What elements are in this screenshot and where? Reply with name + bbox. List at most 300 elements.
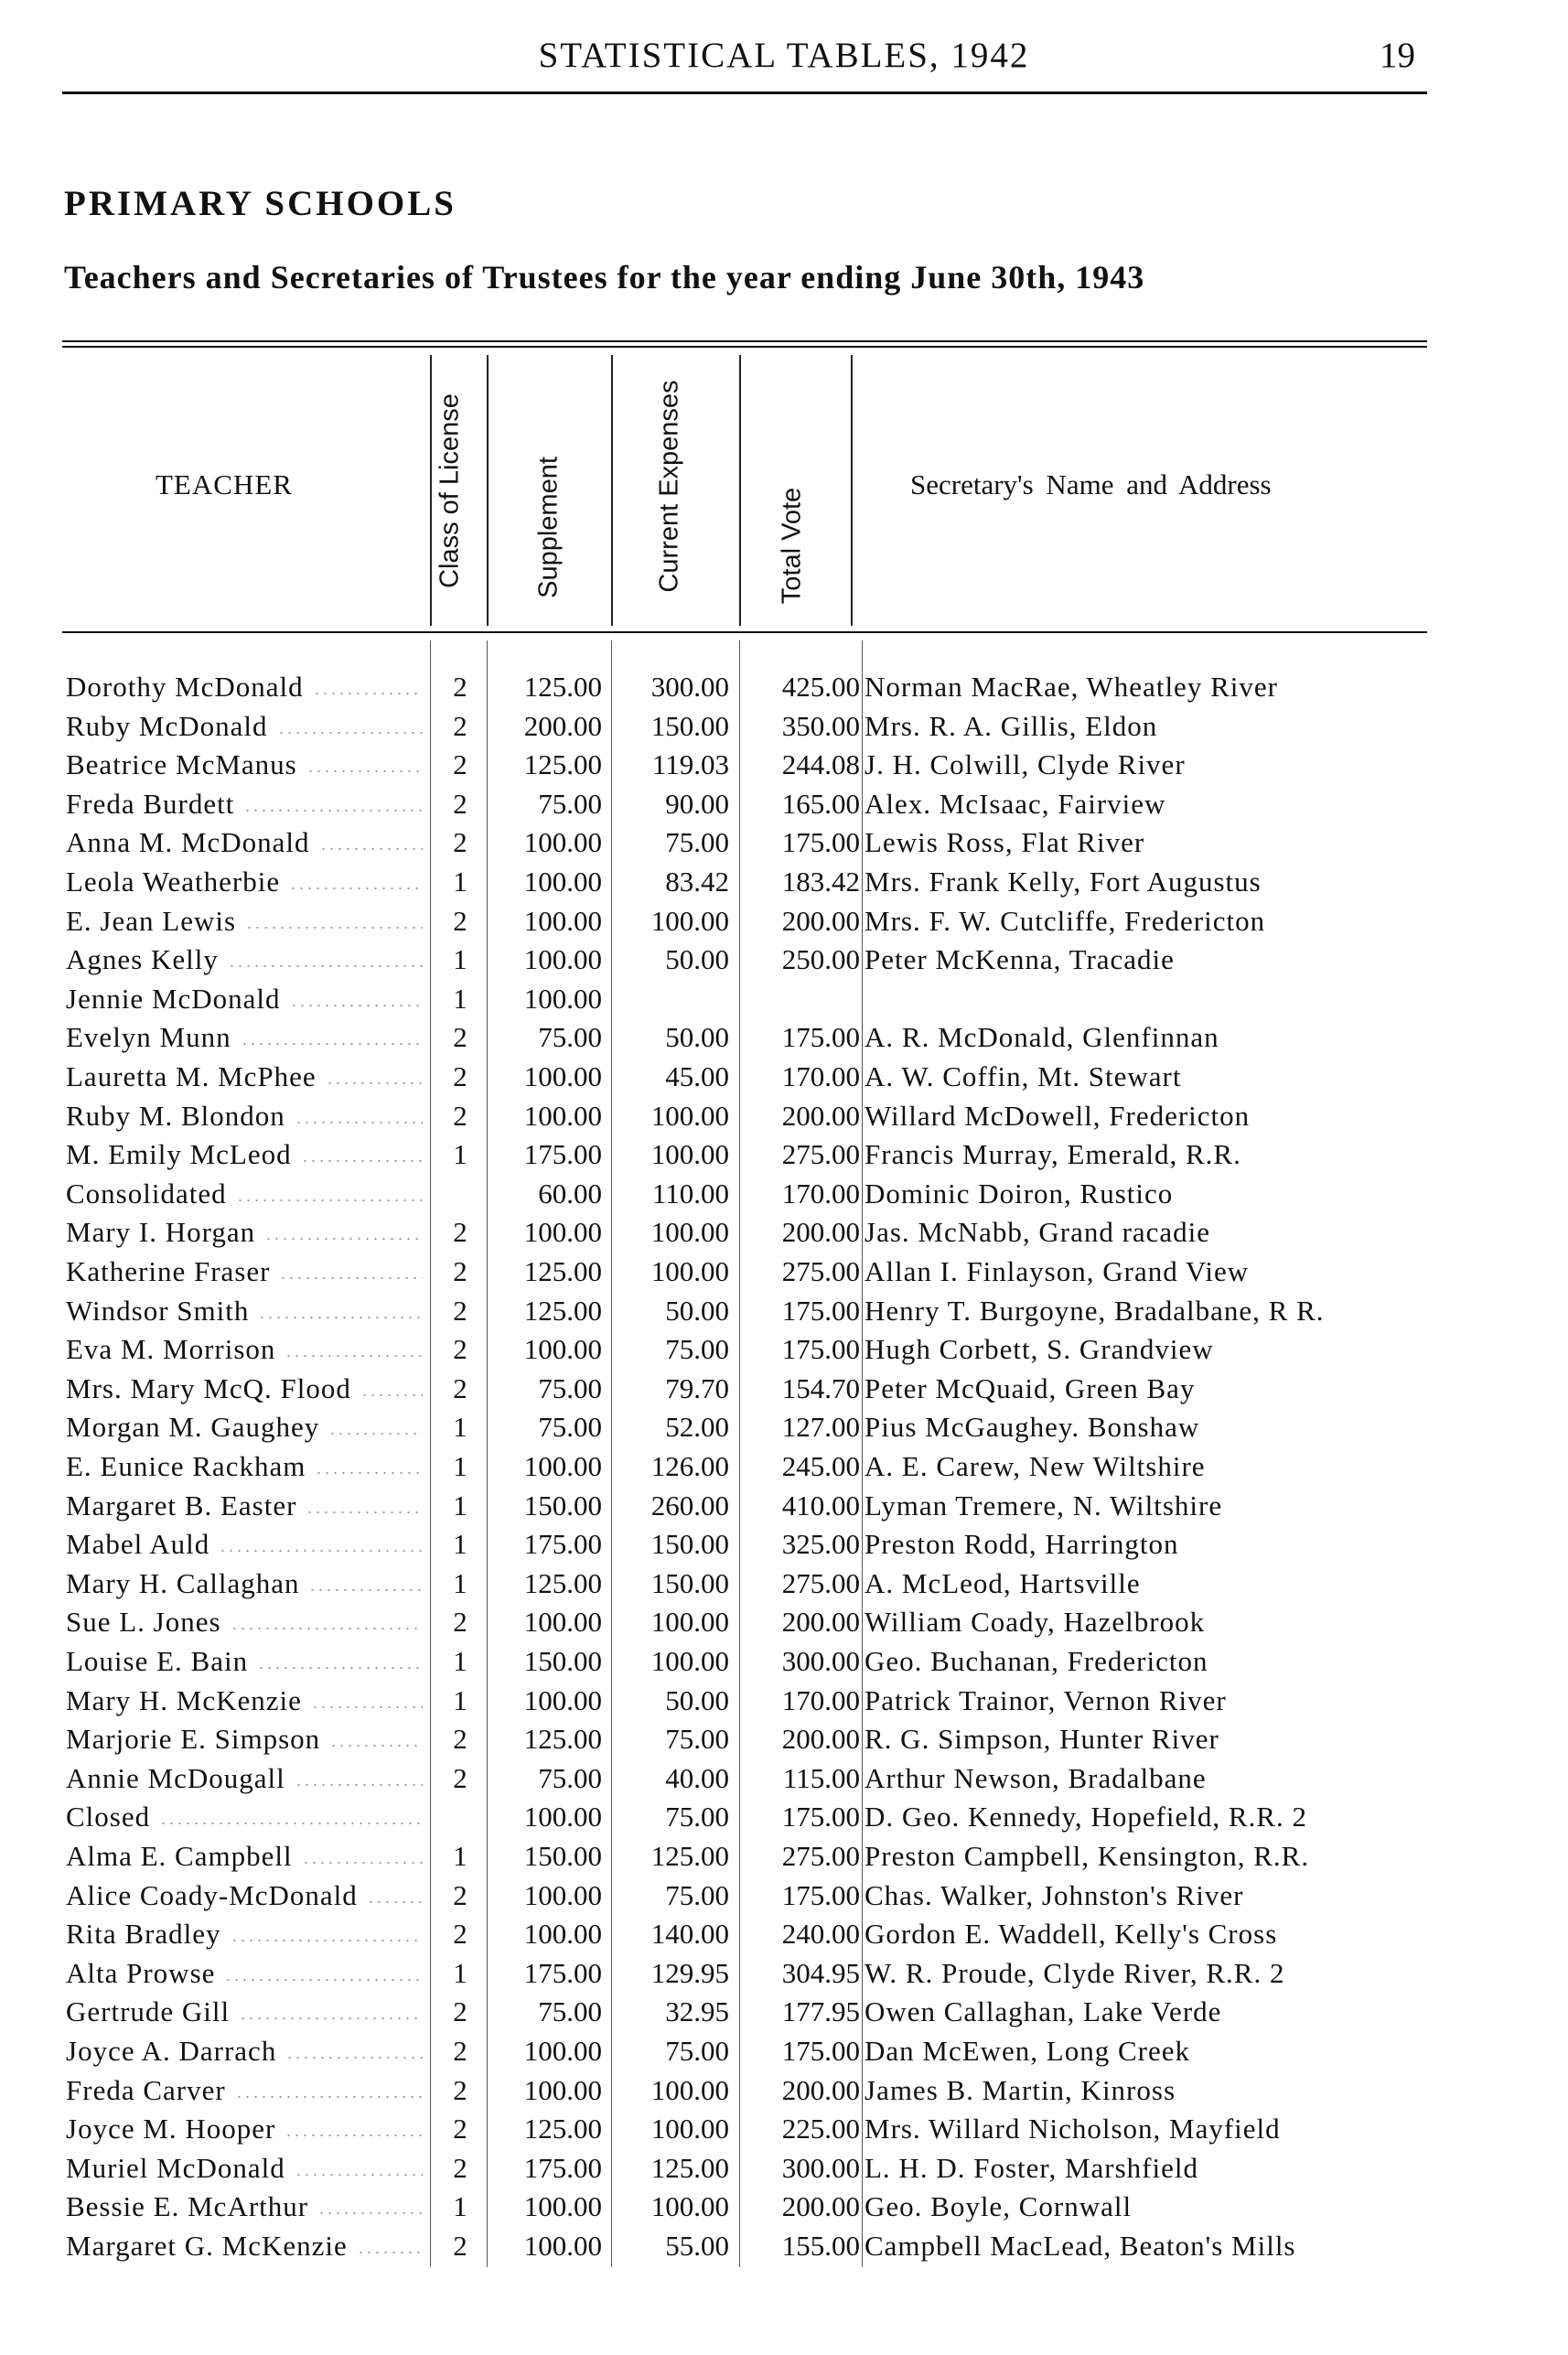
supplement-value: 125.00 (523, 1294, 602, 1327)
teacher-name: Louise E. Bain (66, 1645, 249, 1677)
total-vote-value: 175.00 (781, 1021, 860, 1054)
expenses-value: 100.00 (650, 2073, 729, 2106)
table-row (0, 1058, 1568, 1096)
license-class: 1 (453, 1450, 467, 1482)
expenses-value: 100.00 (650, 1099, 729, 1132)
expenses-value: 75.00 (665, 826, 729, 859)
total-vote-value: 300.00 (781, 1645, 860, 1677)
license-class: 1 (453, 2190, 467, 2223)
teacher-name: Annie McDougall (66, 1761, 285, 1794)
license-class: 2 (453, 1878, 467, 1911)
license-class: 1 (453, 866, 467, 898)
table-row (0, 1876, 1568, 1915)
table-row (0, 1097, 1568, 1135)
teacher-name: E. Eunice Rackham (66, 1450, 306, 1482)
leader-dots (326, 1082, 423, 1084)
expenses-value: 125.00 (650, 1840, 729, 1872)
leader-dots (315, 1472, 423, 1474)
secretary-name-address: R. G. Simpson, Hunter River (865, 1723, 1219, 1756)
license-class: 2 (453, 1371, 467, 1404)
secretary-name-address: Alex. McIsaac, Fairview (865, 787, 1166, 820)
total-vote-value: 225.00 (781, 2113, 860, 2145)
table-row (0, 2227, 1568, 2265)
supplement-value: 100.00 (523, 1878, 602, 1911)
teacher-name: Windsor Smith (66, 1294, 250, 1327)
total-vote-value: 175.00 (781, 1294, 860, 1327)
supplement-value: 100.00 (523, 1606, 602, 1639)
supplement-value: 100.00 (523, 1216, 602, 1249)
teacher-name: Margaret G. McKenzie (66, 2230, 348, 2262)
expenses-value: 50.00 (665, 1683, 729, 1716)
supplement-value: 100.00 (523, 2230, 602, 2262)
secretary-name-address: Patrick Trainor, Vernon River (865, 1683, 1227, 1716)
supplement-value: 75.00 (538, 1371, 602, 1404)
leader-dots (285, 2135, 423, 2136)
teacher-name: Mary I. Horgan (66, 1216, 256, 1249)
total-vote-value: 155.00 (781, 2230, 860, 2262)
secretary-name-address: Preston Campbell, Kensington, R.R. (865, 1840, 1310, 1872)
teacher-name: Rita Bradley (66, 1918, 221, 1951)
leader-dots (219, 1550, 423, 1552)
leader-dots (279, 1277, 423, 1279)
total-vote-value: 425.00 (781, 671, 860, 703)
supplement-value: 125.00 (523, 1255, 602, 1287)
teacher-name: Sue L. Jones (66, 1606, 221, 1639)
expenses-value: 50.00 (665, 1294, 729, 1327)
teacher-name: Joyce M. Hooper (66, 2113, 276, 2145)
teacher-name: Evelyn Munn (66, 1021, 231, 1054)
table-row (0, 1018, 1568, 1057)
secretary-name-address: A. R. McDonald, Glenfinnan (865, 1021, 1219, 1054)
secretary-name-address: A. W. Coffin, Mt. Stewart (865, 1060, 1182, 1092)
total-vote-value: 170.00 (781, 1683, 860, 1716)
expenses-value: 50.00 (665, 1021, 729, 1054)
license-class: 2 (453, 2113, 467, 2145)
column-header-secretary: Secretary's Name and Address (910, 468, 1272, 500)
teacher-name: Muriel McDonald (66, 2151, 285, 2184)
teacher-name: Alice Coady-McDonald (66, 1878, 358, 1911)
teacher-name: Mary H. McKenzie (66, 1683, 302, 1716)
teacher-name: Beatrice McManus (66, 748, 297, 781)
secretary-name-address: Mrs. Frank Kelly, Fort Augustus (865, 866, 1262, 898)
expenses-value: 110.00 (651, 1177, 729, 1210)
running-header-title: STATISTICAL TABLES, 1942 (538, 36, 1030, 75)
leader-dots (360, 1394, 423, 1396)
total-vote-value: 304.95 (781, 1956, 860, 1989)
teacher-name: Marjorie E. Simpson (66, 1723, 321, 1756)
leader-dots (289, 887, 423, 889)
teacher-name: Katherine Fraser (66, 1255, 271, 1287)
table-row (0, 902, 1568, 941)
secretary-name-address: L. H. D. Foster, Marshfield (865, 2151, 1198, 2184)
column-header-current-expenses: Current Expenses (654, 380, 684, 593)
leader-dots (285, 2057, 423, 2059)
expenses-value: 50.00 (665, 943, 729, 976)
secretary-name-address: Henry T. Burgoyne, Bradalbane, R R. (865, 1294, 1325, 1327)
leader-dots (257, 1667, 423, 1669)
total-vote-value: 183.42 (781, 866, 860, 898)
license-class: 1 (453, 1489, 467, 1522)
expenses-value: 140.00 (650, 1918, 729, 1951)
expenses-value: 100.00 (650, 1138, 729, 1171)
expenses-value: 75.00 (665, 1723, 729, 1756)
total-vote-value: 350.00 (781, 709, 860, 742)
supplement-value: 175.00 (523, 2151, 602, 2184)
table-row (0, 1175, 1568, 1213)
section-title: PRIMARY SCHOOLS (64, 184, 456, 223)
table-row (0, 863, 1568, 901)
teacher-name: Joyce A. Darrach (66, 2035, 277, 2067)
secretary-name-address: Francis Murray, Emerald, R.R. (865, 1138, 1241, 1171)
secretary-name-address: Lyman Tremere, N. Wiltshire (865, 1489, 1223, 1522)
leader-dots (301, 1160, 423, 1162)
table-row (0, 1565, 1568, 1603)
secretary-name-address: Peter McKenna, Tracadie (865, 943, 1175, 976)
page-number: 19 (1380, 36, 1415, 75)
leader-dots (313, 693, 423, 694)
table-row (0, 1759, 1568, 1798)
secretary-name-address: Mrs. Willard Nicholson, Mayfield (865, 2113, 1281, 2145)
expenses-value: 75.00 (665, 2035, 729, 2067)
supplement-value: 175.00 (523, 1956, 602, 1989)
table-top-rule (62, 340, 1427, 342)
supplement-value: 100.00 (523, 904, 602, 937)
secretary-name-address: W. R. Proude, Clyde River, R.R. 2 (865, 1956, 1285, 1989)
table-row (0, 1682, 1568, 1720)
license-class: 2 (453, 2230, 467, 2262)
leader-dots (241, 1043, 423, 1045)
secretary-name-address: Jas. McNabb, Grand racadie (865, 1216, 1211, 1249)
table-row (0, 2110, 1568, 2148)
total-vote-value: 175.00 (781, 1878, 860, 1911)
expenses-value: 83.42 (665, 866, 729, 898)
expenses-value: 75.00 (665, 1878, 729, 1911)
supplement-value: 125.00 (523, 748, 602, 781)
license-class: 2 (453, 1995, 467, 2028)
secretary-name-address: Dominic Doiron, Rustico (865, 1177, 1174, 1210)
secretary-name-address: James B. Martin, Kinross (865, 2073, 1176, 2106)
table-row (0, 2071, 1568, 2110)
total-vote-value: 175.00 (781, 1333, 860, 1366)
supplement-value: 75.00 (538, 1995, 602, 2028)
leader-dots (311, 1706, 423, 1708)
column-divider (487, 355, 489, 626)
total-vote-value: 275.00 (781, 1840, 860, 1872)
leader-dots (328, 1433, 423, 1435)
expenses-value: 129.95 (650, 1956, 729, 1989)
table-row (0, 746, 1568, 784)
leader-dots (228, 965, 423, 967)
license-class: 1 (453, 1683, 467, 1716)
secretary-name-address: Mrs. R. A. Gillis, Eldon (865, 709, 1158, 742)
supplement-value: 100.00 (523, 2035, 602, 2067)
leader-dots (277, 732, 423, 734)
secretary-name-address: Owen Callaghan, Lake Verde (865, 1995, 1222, 2028)
expenses-value: 90.00 (665, 787, 729, 820)
secretary-name-address: Allan I. Finlayson, Grand View (865, 1255, 1250, 1287)
table-row (0, 1135, 1568, 1174)
secretary-name-address: J. H. Colwill, Clyde River (865, 748, 1186, 781)
total-vote-value: 410.00 (781, 1489, 860, 1522)
column-divider (611, 355, 613, 626)
table-row (0, 2032, 1568, 2070)
teacher-name: Dorothy McDonald (66, 671, 304, 703)
total-vote-value: 177.95 (781, 1995, 860, 2028)
table-row (0, 1720, 1568, 1758)
leader-dots (367, 1901, 423, 1903)
expenses-value: 260.00 (650, 1489, 729, 1522)
total-vote-value: 244.08 (781, 748, 860, 781)
table-row (0, 1837, 1568, 1876)
leader-dots (357, 2252, 423, 2253)
leader-dots (245, 927, 423, 929)
total-vote-value: 170.00 (781, 1060, 860, 1092)
expenses-value: 55.00 (665, 2230, 729, 2262)
license-class: 2 (453, 1918, 467, 1951)
license-class: 2 (453, 1606, 467, 1639)
expenses-value: 100.00 (650, 1216, 729, 1249)
table-row (0, 1447, 1568, 1486)
license-class: 2 (453, 904, 467, 937)
teacher-name: Agnes Kelly (66, 943, 219, 976)
supplement-value: 100.00 (523, 2073, 602, 2106)
license-class: 1 (453, 1645, 467, 1677)
supplement-value: 125.00 (523, 1723, 602, 1756)
license-class: 2 (453, 2073, 467, 2106)
expenses-value: 32.95 (665, 1995, 729, 2028)
expenses-value: 52.00 (665, 1411, 729, 1444)
secretary-name-address: Campbell MacLead, Beaton's Mills (865, 2230, 1296, 2262)
table-row (0, 1915, 1568, 1953)
leader-dots (329, 1745, 423, 1747)
secretary-name-address: William Coady, Hazelbrook (865, 1606, 1206, 1639)
total-vote-value: 200.00 (781, 2190, 860, 2223)
column-header-class-of-license: Class of License (435, 393, 465, 588)
license-class: 1 (453, 1528, 467, 1561)
teacher-name: Lauretta M. McPhee (66, 1060, 317, 1092)
leader-dots (224, 1979, 423, 1981)
leader-dots (243, 810, 423, 812)
license-class: 1 (453, 943, 467, 976)
section-subtitle: Teachers and Secretaries of Trustees for the year ending June 30th, 1943 (64, 259, 1145, 296)
teacher-name: Anna M. McDonald (66, 826, 310, 859)
table-row (0, 1993, 1568, 2031)
total-vote-value: 175.00 (781, 2035, 860, 2067)
expenses-value: 45.00 (665, 1060, 729, 1092)
total-vote-value: 115.00 (782, 1761, 860, 1794)
table-row (0, 2149, 1568, 2188)
leader-dots (285, 1355, 423, 1357)
expenses-value: 100.00 (650, 1606, 729, 1639)
expenses-value: 150.00 (650, 1528, 729, 1561)
expenses-value: 40.00 (665, 1761, 729, 1794)
leader-dots (306, 1511, 423, 1513)
total-vote-value: 275.00 (781, 1255, 860, 1287)
table-row (0, 1798, 1568, 1836)
total-vote-value: 200.00 (781, 2073, 860, 2106)
teacher-name: Bessie E. McArthur (66, 2190, 309, 2223)
supplement-value: 150.00 (523, 1645, 602, 1677)
secretary-name-address: Mrs. F. W. Cutcliffe, Fredericton (865, 904, 1266, 937)
total-vote-value: 250.00 (781, 943, 860, 976)
table-row (0, 941, 1568, 979)
leader-dots (319, 848, 423, 850)
teacher-name: Jennie McDonald (66, 982, 281, 1015)
leader-dots (295, 2174, 423, 2176)
supplement-value: 75.00 (538, 1761, 602, 1794)
license-class: 1 (453, 1840, 467, 1872)
license-class: 2 (453, 1099, 467, 1132)
license-class: 2 (453, 826, 467, 859)
supplement-value: 175.00 (523, 1528, 602, 1561)
expenses-value: 150.00 (650, 709, 729, 742)
expenses-value: 100.00 (650, 1645, 729, 1677)
expenses-value: 75.00 (665, 1333, 729, 1366)
license-class: 2 (453, 1333, 467, 1366)
teacher-name: Closed (66, 1801, 151, 1833)
secretary-name-address: A. E. Carew, New Wiltshire (865, 1450, 1206, 1482)
teacher-name: Alma E. Campbell (66, 1840, 293, 1872)
total-vote-value: 175.00 (781, 826, 860, 859)
expenses-value: 125.00 (650, 2151, 729, 2184)
license-class: 1 (453, 982, 467, 1015)
table-row (0, 1603, 1568, 1641)
supplement-value: 100.00 (523, 982, 602, 1015)
column-divider (430, 355, 432, 626)
secretary-name-address: Geo. Buchanan, Fredericton (865, 1645, 1208, 1677)
license-class: 2 (453, 1723, 467, 1756)
license-class: 2 (453, 671, 467, 703)
supplement-value: 150.00 (523, 1489, 602, 1522)
leader-dots (231, 1628, 423, 1629)
total-vote-value: 200.00 (781, 1723, 860, 1756)
secretary-name-address: Pius McGaughey. Bonshaw (865, 1411, 1200, 1444)
total-vote-value: 127.00 (781, 1411, 860, 1444)
table-row (0, 1213, 1568, 1252)
leader-dots (239, 2017, 423, 2019)
expenses-value: 119.03 (651, 748, 729, 781)
license-class: 2 (453, 709, 467, 742)
supplement-value: 100.00 (523, 1918, 602, 1951)
supplement-value: 100.00 (523, 2190, 602, 2223)
leader-dots (308, 1589, 423, 1591)
supplement-value: 75.00 (538, 1411, 602, 1444)
leader-dots (295, 1784, 423, 1786)
table-row (0, 1370, 1568, 1408)
secretary-name-address: Willard McDowell, Fredericton (865, 1099, 1251, 1132)
expenses-value: 100.00 (650, 1255, 729, 1287)
license-class: 2 (453, 1216, 467, 1249)
column-header-supplement: Supplement (533, 457, 564, 598)
license-class: 1 (453, 1566, 467, 1599)
teacher-name: Gertrude Gill (66, 1995, 231, 2028)
supplement-value: 100.00 (523, 1099, 602, 1132)
supplement-value: 175.00 (523, 1138, 602, 1171)
header-rule (62, 91, 1427, 94)
total-vote-value: 175.00 (781, 1801, 860, 1833)
table-row (0, 823, 1568, 862)
supplement-value: 125.00 (523, 2113, 602, 2145)
secretary-name-address: Arthur Newson, Bradalbane (865, 1761, 1207, 1794)
table-row (0, 668, 1568, 706)
supplement-value: 60.00 (538, 1177, 602, 1210)
column-divider (851, 355, 853, 626)
secretary-name-address: Peter McQuaid, Green Bay (865, 1371, 1196, 1404)
teacher-name: Leola Weatherbie (66, 866, 281, 898)
supplement-value: 100.00 (523, 1450, 602, 1482)
secretary-name-address: Norman MacRae, Wheatley River (865, 671, 1278, 703)
leader-dots (235, 2096, 423, 2098)
table-row (0, 1954, 1568, 1993)
total-vote-value: 275.00 (781, 1566, 860, 1599)
license-class: 2 (453, 1060, 467, 1092)
teacher-name: Margaret B. Easter (66, 1489, 297, 1522)
table-row (0, 707, 1568, 746)
teacher-name: Mrs. Mary McQ. Flood (66, 1371, 351, 1404)
supplement-value: 75.00 (538, 787, 602, 820)
supplement-value: 100.00 (523, 866, 602, 898)
secretary-name-address: Geo. Boyle, Cornwall (865, 2190, 1133, 2223)
teacher-name: Alta Prowse (66, 1956, 216, 1989)
secretary-name-address: D. Geo. Kennedy, Hopefield, R.R. 2 (865, 1801, 1307, 1833)
expenses-value: 300.00 (650, 671, 729, 703)
license-class: 2 (453, 2151, 467, 2184)
license-class: 2 (453, 787, 467, 820)
header-bottom-rule (62, 631, 1427, 633)
total-vote-value: 154.70 (781, 1371, 860, 1404)
table-row (0, 1330, 1568, 1369)
supplement-value: 150.00 (523, 1840, 602, 1872)
teacher-name: E. Jean Lewis (66, 904, 237, 937)
total-vote-value: 325.00 (781, 1528, 860, 1561)
expenses-value: 150.00 (650, 1566, 729, 1599)
license-class: 1 (453, 1956, 467, 1989)
expenses-value: 75.00 (665, 1801, 729, 1833)
supplement-value: 75.00 (538, 1021, 602, 1054)
license-class: 2 (453, 1294, 467, 1327)
supplement-value: 125.00 (523, 671, 602, 703)
table-row (0, 1642, 1568, 1681)
supplement-value: 100.00 (523, 1801, 602, 1833)
total-vote-value: 245.00 (781, 1450, 860, 1482)
leader-dots (231, 1940, 423, 1941)
secretary-name-address: Dan McEwen, Long Creek (865, 2035, 1191, 2067)
secretary-name-address: Chas. Walker, Johnston's River (865, 1878, 1244, 1911)
teacher-name: Ruby M. Blondon (66, 1099, 285, 1132)
table-row (0, 785, 1568, 823)
leader-dots (258, 1317, 423, 1318)
license-class: 2 (453, 1255, 467, 1287)
supplement-value: 200.00 (523, 709, 602, 742)
teacher-name: M. Emily McLeod (66, 1138, 292, 1171)
supplement-value: 100.00 (523, 943, 602, 976)
teacher-name: Mabel Auld (66, 1528, 210, 1561)
teacher-name: Mary H. Callaghan (66, 1566, 300, 1599)
table-row (0, 1525, 1568, 1564)
secretary-name-address: Hugh Corbett, S. Grandview (865, 1333, 1214, 1366)
license-class: 1 (453, 1138, 467, 1171)
teacher-name: Freda Carver (66, 2073, 226, 2106)
table-row (0, 1292, 1568, 1330)
supplement-value: 100.00 (523, 1683, 602, 1716)
leader-dots (236, 1199, 423, 1201)
supplement-value: 100.00 (523, 1060, 602, 1092)
leader-dots (159, 1823, 423, 1824)
total-vote-value: 165.00 (781, 787, 860, 820)
expenses-value: 100.00 (650, 904, 729, 937)
total-vote-value: 300.00 (781, 2151, 860, 2184)
table-row (0, 2188, 1568, 2226)
